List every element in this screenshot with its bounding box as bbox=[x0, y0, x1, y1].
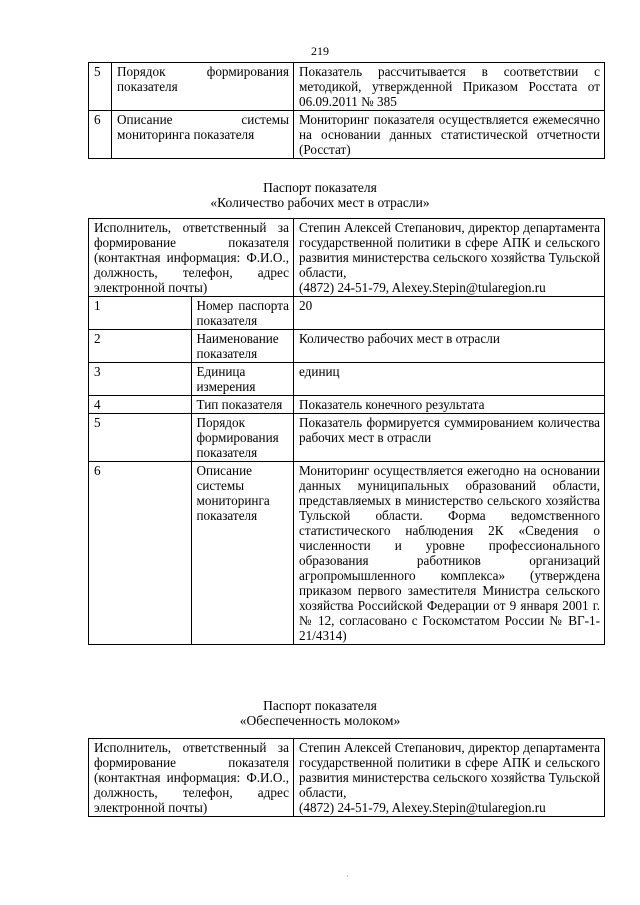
scan-mark: · bbox=[346, 872, 349, 881]
passport-title bbox=[0, 698, 640, 728]
row-value: Показатель рассчитывается в соответствии с методикой, утвержденной Приказом Росстата от 06.09.2011 № 385 bbox=[294, 63, 605, 111]
row-number: 4 bbox=[89, 396, 192, 414]
executor-contact: (4872) 24-51-79, Alexey.Stepin@tularegion.ru bbox=[299, 800, 546, 815]
executor-value bbox=[294, 219, 605, 297]
passport-table bbox=[88, 738, 605, 817]
row-number: 1 bbox=[89, 297, 192, 330]
executor-label: Исполнитель, ответственный за формирование показателя (контактная информация: Ф.И.О., должность, телефон, адрес электронной почты) bbox=[89, 739, 294, 817]
table-row bbox=[89, 396, 605, 414]
row-name: Номер паспорта показателя bbox=[191, 297, 294, 330]
table-row bbox=[89, 297, 605, 330]
row-name: Описание системы мониторинга показателя bbox=[191, 462, 294, 645]
executor-contact: (4872) 24-51-79, Alexey.Stepin@tularegion.ru bbox=[299, 280, 546, 295]
table-row bbox=[89, 111, 605, 159]
table-row bbox=[89, 363, 605, 396]
passport-title-line1: Паспорт показателя bbox=[263, 698, 377, 713]
row-number: 6 bbox=[89, 462, 192, 645]
row-number: 5 bbox=[89, 414, 192, 462]
row-name: Единица измерения bbox=[191, 363, 294, 396]
row-name: Описание системы мониторинга показателя bbox=[112, 111, 294, 159]
passport-title-line2: «Обеспеченность молоком» bbox=[239, 713, 401, 728]
table-row bbox=[89, 414, 605, 462]
passport-title-line1: Паспорт показателя bbox=[263, 180, 377, 195]
executor-name: Степин Алексей Степанович, директор департамента государственной политики в сфере АПК и сельского развития министерства сельского хозяйства Тульской области, bbox=[299, 740, 600, 800]
row-number: 2 bbox=[89, 330, 192, 363]
row-value: Мониторинг показателя осуществляется ежемесячно на основании данных статистической отчетности (Росстат) bbox=[294, 111, 605, 159]
executor-label: Исполнитель, ответственный за формирование показателя (контактная информация: Ф.И.О., должность, телефон, адрес электронной почты) bbox=[89, 219, 294, 297]
table-row bbox=[89, 462, 605, 645]
row-number: 3 bbox=[89, 363, 192, 396]
row-name: Порядок формирования показателя bbox=[191, 414, 294, 462]
executor-row bbox=[89, 739, 605, 817]
executor-row bbox=[89, 219, 605, 297]
row-name: Тип показателя bbox=[191, 396, 294, 414]
row-number: 5 bbox=[89, 63, 112, 111]
row-name: Наименование показателя bbox=[191, 330, 294, 363]
table-row bbox=[89, 330, 605, 363]
passport-title bbox=[0, 180, 640, 210]
row-value: единиц bbox=[294, 363, 605, 396]
row-value: 20 bbox=[294, 297, 605, 330]
table-row bbox=[89, 63, 605, 111]
table-continuation bbox=[88, 62, 605, 159]
page-number: 219 bbox=[311, 44, 329, 58]
passport-title-line2: «Количество рабочих мест в отрасли» bbox=[210, 195, 430, 210]
executor-name: Степин Алексей Степанович, директор департамента государственной политики в сфере АПК и сельского развития министерства сельского хозяйства Тульской области, bbox=[299, 220, 600, 280]
executor-value bbox=[294, 739, 605, 817]
row-value: Количество рабочих мест в отрасли bbox=[294, 330, 605, 363]
passport-table bbox=[88, 218, 605, 645]
row-value: Мониторинг осуществляется ежегодно на основании данных муниципальных образований области, представляемых в министерство сельского хозяйства Тульской области. Форма ведомственного статистического наблюдения 2К «Сведения о численности и уровне профессионального образования работников организаций агропромышленного комплекса» (утверждена приказом первого заместителя Министра сельского хозяйства Российской Федерации от 9 января 2001 г. № 12, согласовано с Госкомстатом России № ВГ-1-21/4314) bbox=[294, 462, 605, 645]
row-number: 6 bbox=[89, 111, 112, 159]
row-value: Показатель формируется суммированием количества рабочих мест в отрасли bbox=[294, 414, 605, 462]
row-value: Показатель конечного результата bbox=[294, 396, 605, 414]
row-name: Порядок формирования показателя bbox=[112, 63, 294, 111]
